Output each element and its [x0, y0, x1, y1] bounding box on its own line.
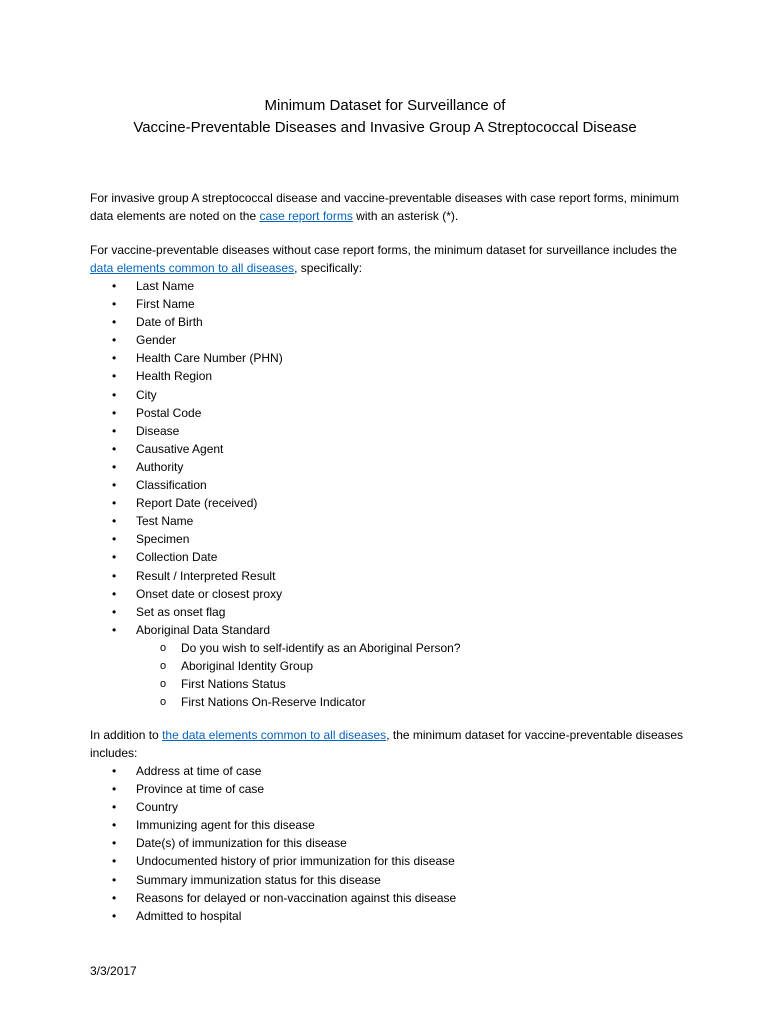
list-item: • Date(s) of immunization for this disease — [90, 834, 456, 852]
vpd-text-b: , the minimum dataset for vaccine-preventable diseases includes: — [90, 728, 683, 760]
list-item-text: Postal Code — [136, 405, 202, 420]
list-item-text: Health Region — [136, 369, 213, 384]
list-item — [90, 567, 461, 585]
sublist-item: o Aboriginal Identity Group — [136, 657, 461, 675]
list-item-text: Report Date (received) — [136, 496, 258, 511]
list-item — [90, 386, 461, 404]
list-item — [90, 367, 461, 385]
intro-text-a: For invasive group A streptococcal disease and vaccine-preventable diseases with case report forms, minimum data elements are noted on the — [90, 191, 679, 223]
list-item-text: Result / Interpreted Result — [136, 568, 276, 583]
title-line-2: Vaccine-Preventable Diseases and Invasive Group A Streptococcal Disease — [133, 119, 637, 136]
page-title — [0, 95, 770, 139]
list-item — [90, 476, 461, 494]
list-item: • Summary immunization status for this disease — [90, 871, 456, 889]
list-item — [90, 422, 461, 440]
list-item: • Province at time of case — [90, 780, 456, 798]
sublist-item: o First Nations On-Reserve Indicator — [136, 693, 461, 711]
case-report-forms-link[interactable]: case report forms — [259, 209, 353, 223]
list-item — [90, 548, 461, 566]
list-item-text: Last Name — [136, 279, 195, 293]
list-item: • Reasons for delayed or non-vaccination against this disease — [90, 889, 456, 907]
list-item — [90, 603, 461, 621]
vpd-paragraph — [90, 726, 690, 762]
list-item-text: Test Name — [136, 514, 194, 529]
list-item: • Admitted to hospital — [90, 907, 456, 925]
no-crf-paragraph — [90, 241, 690, 277]
list-item-text: Collection Date — [136, 550, 218, 565]
list-item-text: First Name — [136, 297, 195, 312]
list-item-text: Authority — [136, 459, 184, 474]
list-item — [90, 458, 461, 476]
list-item-text: City — [136, 387, 157, 402]
list-item — [90, 404, 461, 422]
list-item — [90, 585, 461, 603]
list-item — [90, 277, 461, 295]
common-data-elements-link-2[interactable]: the data elements common to all diseases — [162, 728, 387, 742]
no-crf-text-b: , specifically: — [294, 261, 363, 275]
list-item: • Address at time of case — [90, 762, 456, 780]
vpd-elements-list — [90, 762, 456, 925]
common-elements-list — [90, 277, 461, 711]
list-item-text: Causative Agent — [136, 441, 224, 456]
intro-text-b: with an asterisk (*). — [352, 209, 459, 223]
footer-date: 3/3/2017 — [90, 964, 137, 978]
vpd-text-a: In addition to — [90, 728, 163, 742]
sublist-item: o First Nations Status — [136, 675, 461, 693]
list-item-text: Specimen — [136, 532, 190, 547]
sublist-item: o Do you wish to self-identify as an Aboriginal Person? — [136, 639, 461, 657]
list-item: • Country — [90, 798, 456, 816]
list-item — [90, 512, 461, 530]
list-item-text: Date of Birth — [136, 315, 203, 330]
common-data-elements-link[interactable]: data elements common to all diseases — [90, 261, 295, 275]
list-item: • Undocumented history of prior immunization for this disease — [90, 852, 456, 870]
aboriginal-sublist — [136, 639, 461, 711]
list-item-text: Onset date or closest proxy — [136, 586, 283, 601]
list-item-text: Disease — [136, 423, 180, 438]
list-item-text: Gender — [136, 333, 177, 348]
list-item — [90, 440, 461, 458]
list-item-text: Aboriginal Data Standard — [136, 622, 271, 637]
list-item — [90, 349, 461, 367]
list-item — [90, 621, 461, 711]
title-line-1: Minimum Dataset for Surveillance of — [264, 97, 506, 114]
intro-paragraph — [90, 189, 690, 225]
list-item-text: Set as onset flag — [136, 604, 226, 619]
list-item — [90, 313, 461, 331]
list-item-text: Classification — [136, 478, 207, 493]
list-item: • Immunizing agent for this disease — [90, 816, 456, 834]
list-item — [90, 295, 461, 313]
list-item — [90, 530, 461, 548]
list-item — [90, 331, 461, 349]
list-item-text: Health Care Number (PHN) — [136, 351, 283, 366]
no-crf-text-a: For vaccine-preventable diseases without case report forms, the minimum dataset for surveillance includes the — [90, 243, 677, 257]
list-item — [90, 494, 461, 512]
